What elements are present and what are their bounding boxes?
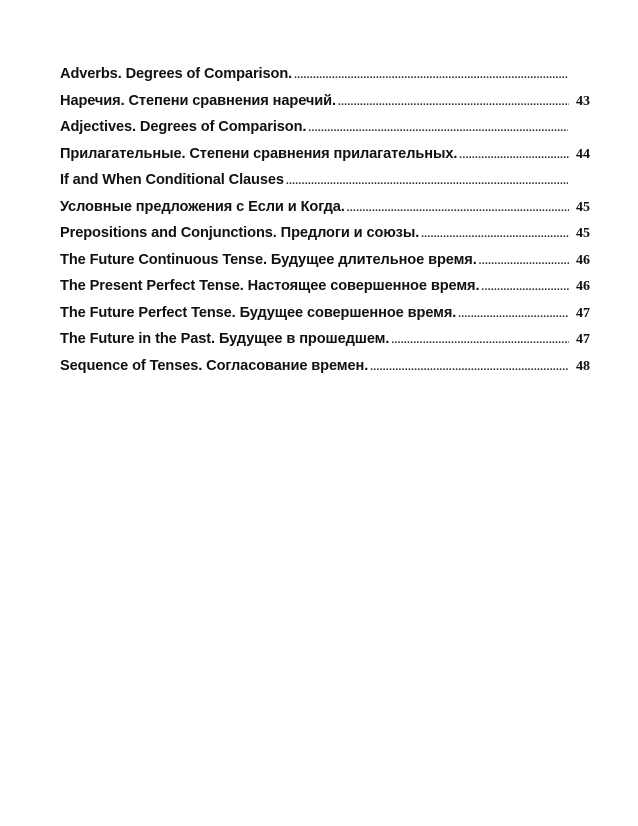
toc-entry[interactable] — [60, 119, 590, 146]
toc-entry-title: The Future Continuous Tense. Будущее длительное время. — [60, 251, 477, 268]
toc-entry-title: Sequence of Tenses. Согласование времен. — [60, 357, 369, 374]
toc-dot-leader — [308, 122, 568, 134]
toc-entry-page: 44 — [576, 146, 590, 162]
toc-entry[interactable] — [60, 172, 590, 199]
toc-entry-title: Adverbs. Degrees of Comparison. — [60, 66, 293, 82]
toc-dot-leader — [347, 202, 569, 214]
table-of-contents — [60, 66, 590, 384]
toc-dot-leader — [286, 175, 568, 187]
toc-entry[interactable] — [60, 331, 590, 358]
toc-dot-leader — [459, 149, 569, 161]
toc-entry[interactable] — [60, 278, 590, 305]
toc-entry-page: 46 — [576, 279, 590, 294]
toc-entry[interactable] — [60, 199, 590, 226]
toc-entry[interactable] — [60, 252, 590, 279]
toc-dot-leader — [421, 228, 569, 240]
toc-entry[interactable] — [60, 93, 590, 120]
toc-dot-leader — [479, 255, 569, 267]
toc-entry-title: Условные предложения с Если и Когда. — [60, 198, 345, 215]
toc-dot-leader — [458, 308, 569, 320]
toc-entry-title: Наречия. Степени сравнения наречий. — [60, 92, 336, 109]
toc-entry-page: 48 — [576, 358, 590, 374]
toc-entry-page: 47 — [576, 332, 590, 347]
toc-dot-leader — [338, 96, 569, 108]
toc-entry[interactable] — [60, 225, 590, 252]
toc-entry-page: 45 — [576, 199, 590, 215]
toc-entry[interactable] — [60, 358, 590, 385]
toc-entry-page: 43 — [576, 93, 590, 109]
toc-entry-title: The Future in the Past. Будущее в прошедшем. — [60, 331, 390, 347]
toc-entry[interactable] — [60, 305, 590, 332]
toc-entry-title: Prepositions and Conjunctions. Предлоги и союзы. — [60, 225, 420, 241]
toc-entry-page: 47 — [576, 305, 590, 321]
toc-entry-title: Adjectives. Degrees of Comparison. — [60, 119, 307, 135]
toc-entry-title: The Present Perfect Tense. Настоящее совершенное время. — [60, 278, 480, 294]
toc-dot-leader — [294, 69, 568, 81]
toc-dot-leader — [391, 334, 569, 346]
toc-dot-leader — [370, 361, 569, 373]
toc-entry[interactable] — [60, 66, 590, 93]
toc-entry-page: 45 — [576, 226, 590, 241]
toc-entry-title: If and When Conditional Clauses — [60, 172, 284, 188]
toc-entry[interactable] — [60, 146, 590, 173]
toc-entry-title: The Future Perfect Tense. Будущее совершенное время. — [60, 304, 457, 321]
toc-entry-title: Прилагательные. Степени сравнения прилагательных. — [60, 145, 458, 162]
toc-entry-page: 46 — [576, 252, 590, 268]
toc-dot-leader — [481, 281, 569, 293]
